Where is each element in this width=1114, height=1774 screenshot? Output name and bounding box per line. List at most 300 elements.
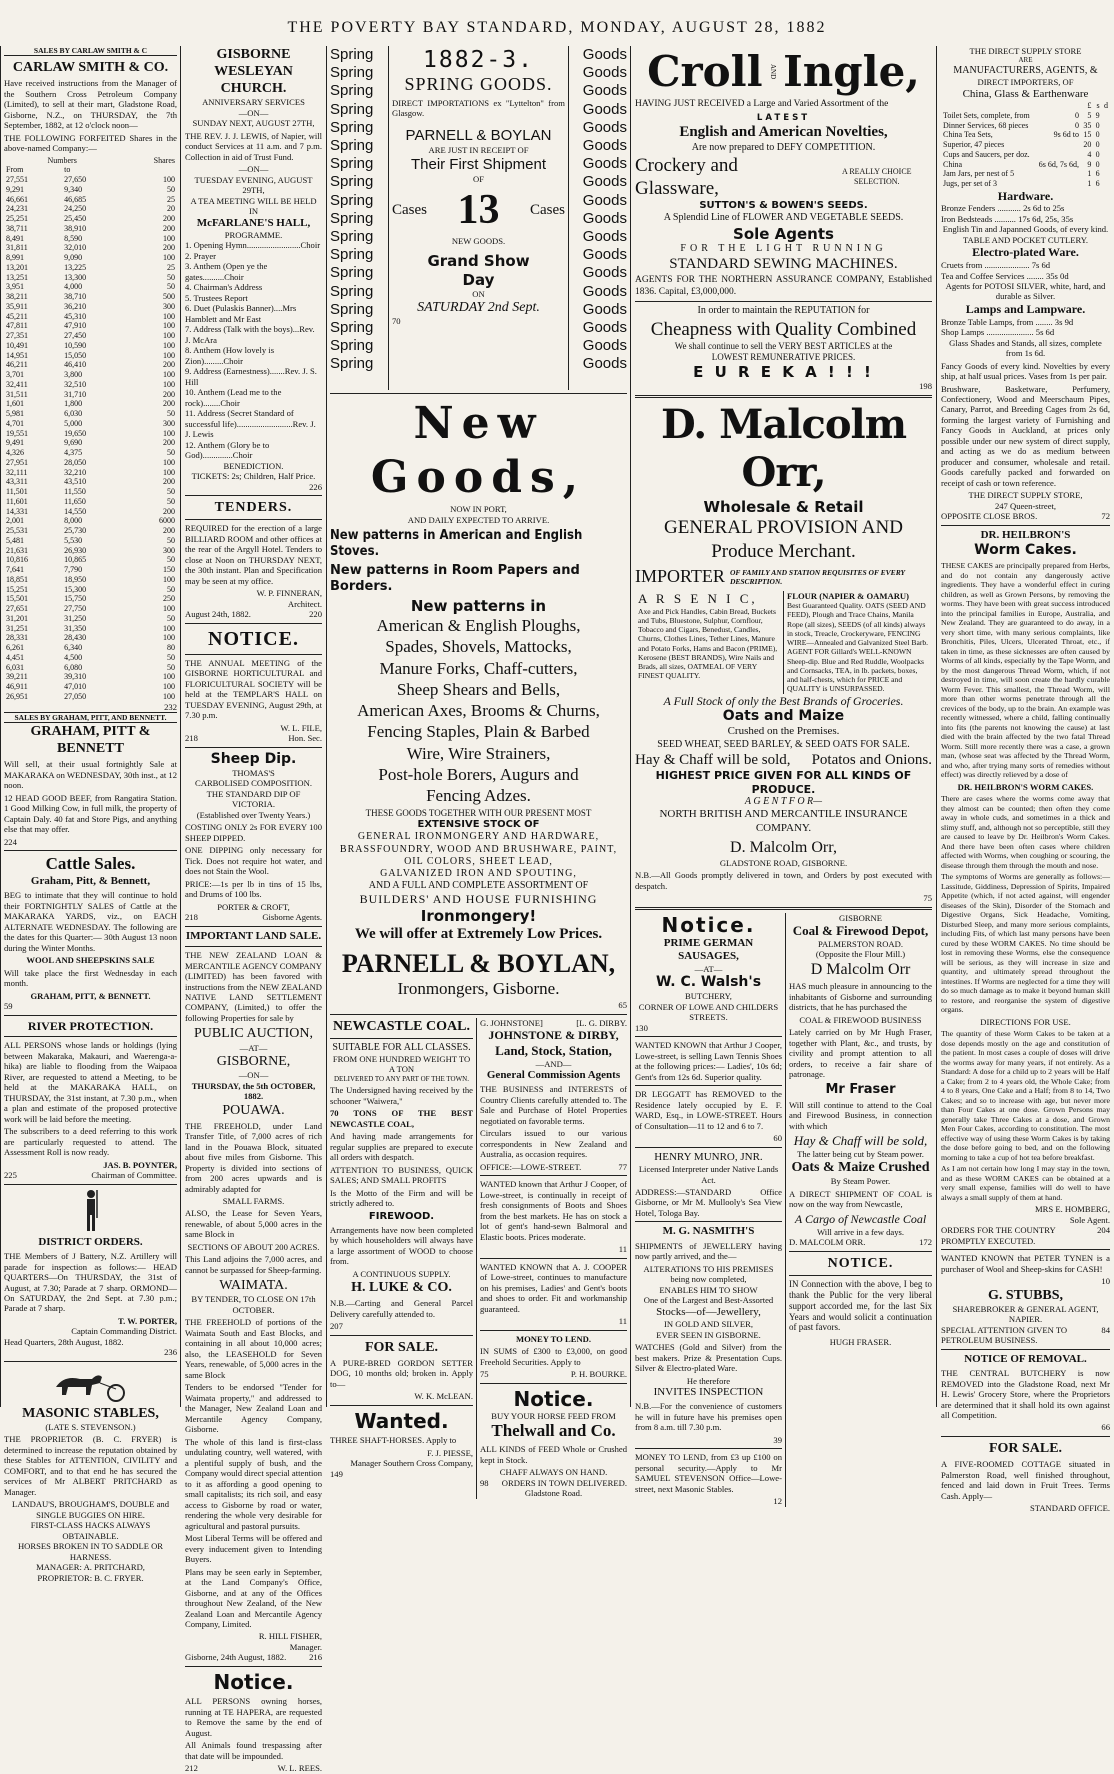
sales-header-2: SALES BY GRAHAM, PITT, AND BENNETT.	[4, 712, 177, 723]
has-text: HAS much pleasure in announcing to the inhabitants of Gisborne and surrounding districts, that he has purchased the	[789, 981, 932, 1013]
table-cell: 38,211	[6, 292, 28, 302]
wool-title: WOOL AND SHEEPSKINS SALE	[26, 955, 155, 966]
forfeit-text: THE FOLLOWING FORFEITED Shares in the above-named Company:—	[4, 132, 177, 154]
table-cell: 200	[163, 438, 175, 448]
table-cell: 300	[163, 301, 175, 311]
table-cell: 8,991	[6, 253, 24, 263]
new-patterns-2: New patterns in Room Papers and Borders.	[330, 563, 580, 594]
wesleyan-title: WESLEYAN CHURCH.	[214, 64, 293, 97]
lower-left	[635, 913, 785, 1507]
gj-5: —AND—	[535, 1058, 572, 1069]
table-cell: 32,411	[6, 379, 28, 389]
price-table	[941, 101, 1110, 189]
ad-code: 226	[309, 481, 322, 492]
munro-3: ADDRESS:—STANDARD Office Gisborne, or Mr M. Mullooly's Sea View Hotel, Tologa Bay.	[635, 1186, 782, 1218]
notice-title: Notice.	[513, 1386, 594, 1411]
new-patterns-3: New patterns in	[410, 596, 547, 615]
table-row	[4, 653, 177, 663]
table-cell: 13,225	[64, 262, 87, 272]
ad-code: 70	[392, 316, 401, 327]
firewood-supply: A CONTINUOUS SUPPLY.	[352, 1268, 451, 1279]
ad-code: 218	[185, 912, 198, 923]
table-cell: 9,291	[6, 184, 24, 194]
lamps-2: Shop Lamps ...................... 5s 6d	[941, 327, 1055, 338]
price-cell	[1035, 150, 1081, 160]
ad-code: 12	[773, 1496, 782, 1507]
price-row	[941, 160, 1110, 170]
full-assortment: AND A FULL AND COMPLETE ASSORTMENT OF	[368, 880, 589, 892]
table-cell: 4,451	[6, 652, 24, 662]
programme-item: 5. Trustees Report	[185, 292, 248, 303]
price-cell: Toilet Sets, complete, from	[943, 110, 1030, 120]
price-row	[941, 111, 1110, 121]
goods-word: Goods	[582, 282, 627, 300]
land-date: THURSDAY, the 5th OCTOBER, 1882.	[191, 1080, 316, 1102]
heilbron-title: DR. HEILBRON'S	[980, 528, 1071, 541]
stock-pair: GENERAL IRONMONGERY AND HARDWARE,	[357, 831, 600, 843]
table-cell: 27,551	[6, 175, 28, 185]
right-items: Best Guaranteed Quality. OATS (SEED AND FEED), Plough and Trace Chains, Manila Rope (all sizes), SEEDS (of all kinds) always in stock, Treacle, Crockeryware, FENCING WIRE—Annealed and Galvanized Steel Barb. AGENT FOR Gillard's WELL-KNOWN Sheep-dip. Blue and Red Ruddle, Woolpacks and Cornsacks, TEA, in lb. packets, boxes, and half-chests, which for PRICE and QUALITY is UNSURPASSED.	[787, 601, 929, 694]
wool-sig: GRAHAM, PITT, & BENNETT.	[30, 990, 151, 1001]
orders-text: ORDERS IN TOWN DELIVERED.	[501, 1477, 627, 1488]
cutlery: TABLE AND POCKET CUTLERY.	[962, 234, 1089, 245]
table-cell: 200	[163, 360, 175, 370]
ad-code: 65	[618, 1000, 627, 1011]
thelwall-text: ALL KINDS of FEED Whole or Crushed kept in Stock.	[480, 1444, 627, 1465]
money-sig: P. H. BOURKE.	[570, 1369, 627, 1380]
general-provision: GENERAL PROVISION AND	[664, 517, 903, 539]
table-cell: 38,711	[6, 223, 28, 233]
stock-pair: BRASSFOUNDRY, WOOD AND BRUSHWARE, PAINT,	[339, 843, 618, 855]
stock-pair: OIL COLORS, SHEET LEAD,	[404, 855, 553, 867]
public-auction: PUBLIC AUCTION,	[193, 1026, 313, 1042]
price-cell: 5	[1087, 110, 1092, 120]
worm-cakes: Worm Cakes.	[974, 542, 1077, 559]
firewood-text: Arrangements have now been completed by which householders will always have a large assortment of WOOD to choose from.	[330, 1224, 473, 1267]
table-cell: 32,210	[64, 467, 87, 477]
shares-body	[4, 175, 177, 702]
table-row	[4, 351, 177, 361]
programme-item: 7. Address (Talk with the boys)...Rev. J. McAra	[185, 324, 315, 345]
sheep-title: Sheep Dip.	[210, 750, 297, 767]
table-cell: 46,211	[6, 360, 28, 370]
butchery: BUTCHERY,	[685, 991, 732, 1002]
nas-13: N.B.—For the convenience of customers he will in future have his premises open from 8 a.m. till 7.30 p.m.	[635, 1401, 782, 1433]
table-cell: 7,641	[6, 565, 24, 575]
cattle-title: Cattle Sales.	[45, 854, 136, 874]
district-text: THE Members of J Battery, N.Z. Artillery will parade for inspection as follows:— HEAD QUARTERS—On THURSDAY, the 31st of August, at 7.30; Parade at 7 sharp. ORMOND—On SATURDAY, the 2nd Sept. at 7.30 p.m.; Parade at 7 sharp.	[4, 1251, 177, 1314]
flour-mill: (Opposite the Flour Mill.)	[815, 949, 906, 960]
suttons: SUTTON'S & BOWEN'S SEEDS.	[699, 200, 868, 212]
are-just: ARE JUST IN RECEIPT OF	[428, 145, 529, 156]
arrive: Will arrive in a few days.	[817, 1226, 904, 1237]
table-cell: 100	[163, 623, 175, 633]
napier: NAPIER.	[1008, 1314, 1043, 1325]
palmerston: PALMERSTON ROAD.	[817, 938, 903, 949]
newcastle-text: The Undersigned having received by the schooner "Waiwera,"	[330, 1085, 473, 1106]
price-cell: 15	[1083, 130, 1092, 140]
table-row	[4, 458, 177, 468]
nas-10: WATCHES (Gold and Silver) from the best makers. Prize & Presentation Cups. Silver & Electro-plated Ware.	[635, 1342, 782, 1374]
table-row	[4, 594, 177, 604]
table-row	[4, 536, 177, 546]
sheep-7: ONE DIPPING only necessary for Tick. Does not require hot water, and does not Stain the Wool.	[185, 845, 322, 877]
table-cell: 32,111	[6, 467, 28, 477]
land-on: —ON—	[238, 1070, 269, 1081]
tenders-text: REQUIRED for the erection of a large BILLIARD ROOM and other offices at the rear of the Argyll Hotel. Tenders to close at Noon on THURSDAY NEXT, the 30th instant. Plan and Specification may be seen at my office.	[185, 523, 322, 586]
malcolm-orr-title: D. Malcolm Orr,	[660, 400, 907, 497]
potatoes: Potatos and Onions.	[811, 751, 932, 768]
table-row	[4, 292, 177, 302]
tenders-date: August 24th, 1882.	[185, 609, 251, 620]
spring-goods-title: SPRING GOODS.	[404, 74, 553, 95]
table-cell: 50	[167, 555, 175, 565]
table-cell: 100	[163, 672, 175, 682]
th-from: From	[6, 165, 24, 175]
table-cell: 3,951	[6, 282, 24, 292]
hardware-title: Hardware.	[997, 188, 1054, 203]
table-cell: 47,811	[6, 321, 28, 331]
ep-title: Electro-plated Ware.	[972, 245, 1079, 260]
price-cell: 0	[1095, 130, 1100, 140]
table-row	[4, 448, 177, 458]
left-items: Axe and Pick Handles, Cabin Bread, Buckets and Tubs, Bluestone, Sulphur, Cornflour, Tobacco and Cigars, Benedust, Candles, Churns, Clothes Lines, Tether Lines, Manure and Potato Forks, Hams and Bacon (PRIME), Kerosene (BEST BRANDS), Wire Nails and Brads, all sizes, OATMEAL OF VERY FINEST QUALITY.	[638, 606, 778, 681]
homberg: MRS E. HOMBERG,	[1035, 1204, 1110, 1215]
stock-line: Post-hole Borers, Augurs and	[378, 764, 579, 784]
day: Day	[462, 270, 495, 289]
table-cell: 50	[167, 448, 175, 458]
wesleyan-t5: SUNDAY NEXT, AUGUST 27TH,	[192, 118, 315, 129]
table-cell: 10,590	[64, 340, 87, 350]
malcolm-items	[635, 591, 932, 694]
th-to: to	[64, 165, 71, 175]
cargo: A Cargo of Newcastle Coal	[794, 1211, 927, 1226]
spring-word: Spring	[330, 46, 374, 63]
price-cell: 6	[1095, 169, 1100, 179]
dmo-2: D Malcolm Orr	[810, 960, 911, 978]
river-title: RIVER PROTECTION.	[27, 1018, 154, 1033]
latest: LATEST	[756, 112, 811, 123]
masonic-text: THE PROPRIETOR (B. C. FRYER) is determined to increase the reputation obtained by these Stables for ATTENTION, CIVILITY and COMFORT, and to that end he has secured the services of Mr ALBERT PRITCHARD as Manager.	[4, 1434, 177, 1497]
soldier-icon	[76, 1188, 106, 1234]
table-cell: 50	[167, 496, 175, 506]
table-row	[4, 497, 177, 507]
sole-agents: Sole Agents	[733, 224, 834, 243]
wesleyan-t4: —ON—	[238, 107, 269, 118]
gladstone-road: GLADSTONE ROAD, GISBORNE.	[719, 857, 848, 868]
flour: FLOUR (NAPIER & OAMARU)	[787, 590, 909, 601]
table-cell: 14,331	[6, 506, 28, 516]
table-cell: 6000	[159, 516, 175, 526]
goods-word: Goods	[582, 228, 627, 246]
wanted-title: Wanted.	[354, 1408, 449, 1433]
stock-line: Fencing Staples, Plain & Barbed	[367, 722, 590, 742]
seed: SEED WHEAT, SEED BARLEY, & SEED OATS FOR SALE.	[657, 738, 910, 750]
table-cell: 100	[163, 682, 175, 692]
spring-word: Spring	[330, 155, 374, 173]
land-title: IMPORTANT LAND SALE.	[185, 929, 322, 942]
table-cell: 36,210	[64, 301, 87, 311]
newcastle-title: NEWCASTLE COAL.	[333, 1018, 470, 1034]
sheep-2: THOMAS'S	[232, 767, 275, 778]
sheep-3: CARBOLISED COMPOSITION.	[195, 778, 312, 789]
table-cell: 150	[163, 565, 175, 575]
nas-8: IN GOLD AND SILVER,	[664, 1319, 753, 1330]
table-cell: 9,690	[64, 438, 83, 448]
table-row	[4, 663, 177, 673]
direct-importers: DIRECT IMPORTERS, OF	[977, 77, 1074, 88]
programme-list	[185, 240, 322, 460]
table-cell: 9,491	[6, 438, 24, 448]
waimata-title: WAIMATA.	[219, 1278, 288, 1294]
waimata-text-2: THE FREEHOLD of portions of the Waimata South and East Blocks, and containing in all about 10,000 acres; also, the LEASEHOLD for Seven Years, renewable, of 5,000 acres in the same Block	[185, 1317, 322, 1380]
table-row	[4, 195, 177, 205]
notice-sig-2: Hon. Sec.	[288, 733, 322, 744]
column-3	[326, 46, 630, 1499]
lower-left	[330, 1018, 476, 1499]
price-cell: Superior, 47 pieces	[943, 140, 1005, 150]
table-cell: 4,326	[6, 448, 24, 458]
ad-code: 72	[1101, 511, 1110, 522]
ad-code: 59	[4, 1001, 13, 1012]
table-row	[4, 682, 177, 692]
hay: Hay & Chaff will be sold,	[635, 751, 791, 768]
goods-word: Goods	[582, 82, 627, 100]
table-row	[4, 575, 177, 585]
table-row	[4, 633, 177, 643]
table-cell: 27,651	[6, 604, 28, 614]
notice-sig: W. L. FILE,	[280, 722, 322, 733]
newcastle-text-2: And having made arrangements for regular supplies are prepared to execute all orders with despatch.	[330, 1131, 473, 1163]
table-cell: 19,650	[64, 428, 87, 438]
spring-word: Spring	[330, 337, 374, 355]
sheep-10: Gisborne Agents.	[262, 912, 322, 923]
goods-column	[569, 46, 627, 390]
programme-item: 10. Anthem (Lead me to the rock)........Choir	[185, 387, 282, 408]
brushware: Brushware, Basketware, Perfumery, Confectionery, Wood and Meerschaum Pipes, Canary, Parrot, and Breeding Cages from 2s 6d, forming the largest variety of Furnishing and Fancy Goods in Auckland, at prices only possible under our new system of direct supply, and acting as we do as medium between producer and consumer, wholesale and retail. Goods carefully packed and forwarded on receipt of cash or town reference.	[941, 383, 1110, 488]
table-cell: 45,310	[64, 311, 87, 321]
notice2-sig: W. L. REES.	[277, 1763, 322, 1774]
gj-1: G. JOHNSTONE]	[480, 1017, 543, 1028]
gj-title: JOHNSTONE & DIRBY,	[488, 1028, 619, 1043]
price-row	[941, 169, 1110, 179]
walsh: W. C. Walsh's	[655, 974, 762, 991]
table-cell: 21,631	[6, 545, 28, 555]
table-cell: 100	[163, 428, 175, 438]
price-cell: 0	[1074, 120, 1079, 130]
ad-code: 10	[1101, 1276, 1110, 1287]
gj-office: OFFICE:—LOWE-STREET.	[480, 1161, 582, 1172]
sheep-6: COSTING ONLY 2s FOR EVERY 100 SHEEP DIPPED.	[185, 822, 322, 843]
nas-7: Stocks—of—Jewellery,	[656, 1305, 761, 1318]
table-cell: 24,250	[64, 204, 87, 214]
ironmongers-gisborne: Ironmongers, Gisborne.	[397, 979, 560, 999]
hw-3: English Tin and Japanned Goods, of every kind.	[942, 224, 1109, 235]
stock-pair: GALVANIZED IRON AND SPOUTING,	[380, 868, 577, 880]
spring-word: Spring	[330, 137, 374, 155]
produce-merchant: Produce Merchant.	[711, 540, 856, 562]
table-cell: 35,911	[6, 301, 28, 311]
table-cell: 3,701	[6, 370, 24, 380]
district-title: DISTRICT ORDERS.	[38, 1235, 143, 1248]
pouawa-title: POUAWA.	[222, 1102, 285, 1118]
table-cell: 47,910	[64, 321, 87, 331]
nas-9: EVER SEEN IN GISBORNE.	[656, 1329, 761, 1340]
on-label: ON	[472, 288, 485, 299]
table-row	[4, 614, 177, 624]
wholesale-retail: Wholesale & Retail	[703, 498, 864, 517]
table-row	[4, 429, 177, 439]
munro-2: Licensed Interpreter under Native Lands Act.	[638, 1164, 779, 1185]
novelties: English and American Novelties,	[679, 124, 888, 141]
table-cell: 14,550	[64, 506, 87, 516]
masonic-proprietor: PROPRIETOR: B. C. FRYER.	[37, 1572, 144, 1583]
table-cell: 31,250	[64, 613, 87, 623]
hdr-pounds: £	[1087, 101, 1092, 111]
stock-line: Sheep Shears and Bells,	[396, 679, 561, 699]
spring-word: Spring	[330, 173, 374, 191]
table-cell: 19,551	[6, 428, 28, 438]
wanted-sig: F. J. PIESSE,	[427, 1447, 473, 1458]
land-at: —AT—	[239, 1042, 268, 1053]
cattle-text: BEG to intimate that they will continue to hold their FORTNIGHTLY SALES of Cattle at the MAKARAKA YARDS, viz., on EACH ALTERNATE WEDNESDAY. The following are the dates for this Quarter:— 30th August 13 noon during the Winter Months.	[4, 890, 177, 953]
leggatt: DR LEGGATT has REMOVED to the Residence lately occupied by E. F. WARD, Esq., in LOWE-STREET. Hours of Consultation—11 to 12 and 6 to 7.	[635, 1089, 782, 1131]
column-5	[936, 46, 1114, 1513]
table-cell: 7,790	[64, 565, 83, 575]
stock-line: Wire, Wire Strainers,	[406, 743, 551, 763]
removal-text: THE CENTRAL BUTCHERY is now REMOVED into the Gladstone Road, next Mr H. Lewis' Grocery Store, where the Proprietors are determined that it shall hold its own against all Competition.	[941, 1368, 1110, 1420]
ad-code: 66	[1101, 1422, 1110, 1433]
these-goods: THESE GOODS TOGETHER WITH OUR PRESENT MOST	[365, 808, 592, 819]
horse-carriage-icon	[46, 1365, 136, 1403]
directions-title: DIRECTIONS FOR USE.	[980, 1016, 1071, 1027]
river-text: ALL PERSONS whose lands or holdings (lying between Makaraka, Makauri, and Waerenga-a-hika) are liable to flooding from the Waipaoa River, are requested to attend a Meeting, to be held at the MAKARAKA HALL, on THURSDAY, the 31st instant, at 7.30 p.m., when a plan and estimate of the proposed protective work will be laid before the meeting.	[4, 1040, 177, 1124]
table-row	[4, 419, 177, 429]
table-cell: 100	[163, 691, 175, 701]
table-row	[4, 312, 177, 322]
connection-text: IN Connection with the above, I beg to thank the Public for the very liberal support accorded me, for the last Six Years and would solicit a continuation of past favors.	[789, 1278, 932, 1333]
are: ARE	[1018, 56, 1033, 65]
table-row	[4, 331, 177, 341]
lower-ads	[330, 1018, 627, 1499]
spring-word: Spring	[330, 264, 374, 282]
cheapness: Cheapness with Quality Combined	[650, 318, 917, 340]
waimata-text: BY TENDER, TO CLOSE ON 17th OCTOBER.	[191, 1294, 316, 1315]
price-body	[941, 111, 1110, 189]
river-sig-2: Chairman of Committee.	[91, 1170, 177, 1181]
table-row	[4, 672, 177, 682]
price-cell: Cups and Saucers, per doz.	[943, 149, 1030, 159]
items-right	[783, 591, 932, 694]
price-row	[941, 121, 1110, 131]
table-cell: 27,050	[64, 691, 87, 701]
river-text-2: The subscribers to a deed referring to this work are particularly requested to attend. The Assessment Roll is now ready.	[4, 1126, 177, 1158]
table-row	[4, 370, 177, 380]
ironmongery-lines	[330, 615, 627, 806]
nas-11: He therefore	[686, 1375, 731, 1386]
table-cell: 50	[167, 409, 175, 419]
table-row	[4, 321, 177, 331]
land-sig-2: Manager.	[289, 1641, 322, 1652]
lower-right	[476, 1018, 627, 1499]
price-cell: China Tea Sets,	[943, 130, 993, 140]
cases-right: Cases	[530, 202, 565, 218]
dss-addr: 247 Queen-street,	[994, 500, 1057, 511]
gj-6: General Commission Agents	[486, 1069, 621, 1081]
nas-3: ALTERATIONS TO HIS PREMISES	[643, 1263, 774, 1274]
sections-text: This Land adjoins the 7,000 acres, and cannot be surpassed for Sheep-farming.	[185, 1254, 322, 1275]
table-cell: 47,010	[64, 682, 87, 692]
full-stock: A Full Stock of only the Best Brands of Groceries.	[663, 693, 904, 708]
table-row	[4, 282, 177, 292]
table-cell: 200	[163, 477, 175, 487]
table-row	[4, 390, 177, 400]
hdr-pence: d	[1104, 101, 1108, 111]
table-cell: 1,601	[6, 399, 24, 409]
ad-code: 207	[330, 1321, 343, 1332]
goods-word: Goods	[582, 300, 627, 318]
price-cell: 0	[1074, 110, 1079, 120]
tenders-sig-2: Architect.	[287, 598, 322, 609]
table-cell: 5,000	[64, 418, 83, 428]
new-patterns-1: New patterns in American and English Stoves.	[330, 528, 583, 560]
table-cell: 50	[167, 652, 175, 662]
land-text: THE NEW ZEALAND LOAN & MERCANTILE AGENCY COMPANY (LIMITED) has been favored with instructions from the NEW ZEALAND NATIVE LAND SETTLEMENT COMPANY, (Limited,) to offer the following Properties for sale by	[185, 950, 322, 1023]
table-row	[4, 253, 177, 263]
table-cell: 43,311	[6, 477, 28, 487]
table-cell: 50	[167, 282, 175, 292]
table-row	[4, 263, 177, 273]
ad-code: 172	[919, 1237, 932, 1248]
stock-pairs	[330, 831, 627, 880]
table-cell: 1,800	[64, 399, 83, 409]
price-cell: 35	[1083, 120, 1092, 130]
table-cell: 13,201	[6, 262, 28, 272]
tickets: TICKETS: 2s; Children, Half Price.	[191, 471, 316, 482]
ad-code: 220	[309, 609, 322, 620]
table-cell: 50	[167, 487, 175, 497]
goods-word: Goods	[582, 118, 627, 136]
spring-goods-ad	[330, 46, 627, 390]
orders: ORDERS FOR THE COUNTRY PROMPTLY EXECUTED.	[941, 1225, 1056, 1246]
price-row	[941, 140, 1110, 150]
ingle-title: Ingle,	[783, 47, 920, 96]
ad-code: 77	[618, 1161, 627, 1172]
goods-word: Goods	[582, 319, 627, 337]
gj-text-2: Circulars issued to our various correspondents in New Zealand and Australia, as occasion requires.	[480, 1128, 627, 1160]
wesleyan-t6: THE REV. J. J. LEWIS, of Napier, will conduct Services at 11 a.m. and 7 p.m. Collection in aid of Trust Fund.	[185, 130, 322, 162]
ad-code: 224	[4, 836, 17, 847]
heilbron-text-3: The symptoms of Worms are generally as follows:—Lassitude, Giddiness, Depression of Spirits, Impaired Appetite (which, if not acted against, will engender diseases of the Skin), Disorder of the Stomach and Digestive Organs, Sick Headache, Vomiting, Disturbed Sleep, and many more serious complaints, including Fits, of which last many persons have been cured by these WORM CAKES. No time should be lost in removing these Worms, else the consequence will be serious, as they will increase in size and quantity, and ultimately spread throughout the intestines. If Worms are neglected for a time they will do so much damage as to make it beyond human skill to restore, and reorganise the system of digestive organs.	[941, 872, 1110, 1015]
nasmith: M. G. NASMITH'S	[662, 1225, 755, 1238]
goods-word: Goods	[582, 155, 627, 173]
munro: HENRY MUNRO, JNR.	[654, 1150, 763, 1163]
table-row	[4, 516, 177, 526]
wesleyan-t9: A TEA MEETING WILL BE HELD IN	[190, 195, 317, 217]
table-cell: 200	[163, 243, 175, 253]
table-cell: 100	[163, 467, 175, 477]
table-row	[4, 487, 177, 497]
wanted-sig-2: Manager Southern Cross Company,	[350, 1458, 473, 1469]
table-cell: 200	[163, 399, 175, 409]
agent-for: A G E N T F O R—	[744, 796, 823, 808]
sheep-8: PRICE:—1s per lb in tins of 15 lbs, and Drums of 100 lbs.	[185, 878, 322, 900]
horses-text: HORSES BROKEN IN TO SADDLE OR HARNESS.	[17, 1541, 164, 1562]
table-cell: 200	[163, 223, 175, 233]
table-row	[4, 234, 177, 244]
price-row	[941, 150, 1110, 160]
splendid: A Splendid Line of FLOWER AND VEGETABLE SEEDS.	[663, 212, 904, 224]
